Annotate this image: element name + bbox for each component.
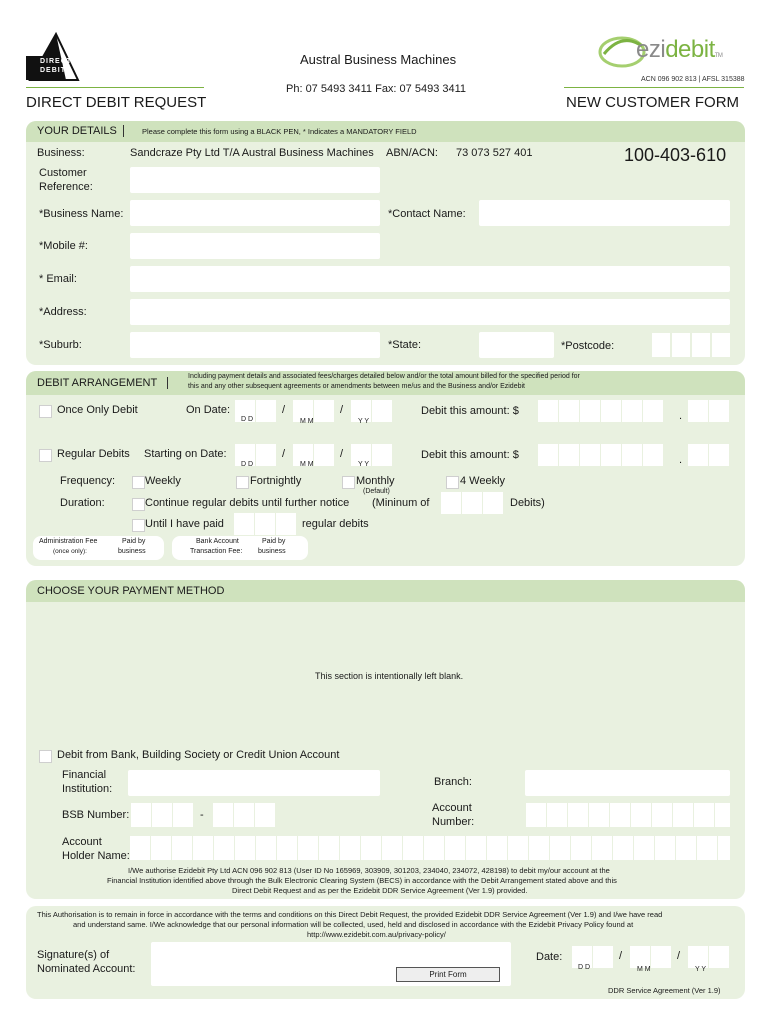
customer-reference-input[interactable]: [130, 167, 380, 193]
once-amount-digit-6[interactable]: [643, 400, 663, 422]
print-form-label: Print Form: [429, 970, 467, 979]
fortnightly-label: Fortnightly: [250, 475, 302, 487]
duration-label: Duration:: [60, 497, 105, 509]
instruction-text: Please complete this form using a BLACK PEN, * Indicates a MANDATORY FIELD: [142, 127, 417, 136]
signature-date-label: Date:: [536, 951, 563, 963]
start-date-dd-hint: D D: [241, 461, 254, 468]
until-paid-checkbox[interactable]: [132, 519, 145, 532]
account-digit-6[interactable]: [631, 803, 651, 827]
sign-date-d2[interactable]: [593, 946, 613, 968]
acn-afsl: ACN 096 902 813 | AFSL 315388: [641, 76, 745, 83]
reference-number: 100-403-610: [624, 145, 727, 165]
account-digit-10[interactable]: [715, 803, 730, 827]
once-date-mm-hint: M M: [300, 418, 314, 425]
regular-amount-label: Debit this amount: $: [421, 449, 519, 461]
sign-date-yy-hint: Y Y: [695, 966, 707, 973]
print-form-button[interactable]: [396, 967, 500, 982]
email-label: * Email:: [39, 273, 77, 285]
mobile-input[interactable]: [130, 233, 380, 259]
regular-amount-digit-4[interactable]: [601, 444, 621, 466]
authority-text-1: I/We authorise Ezidebit Pty Ltd ACN 096 902 813 (User ID No 165969, 303909, 301203, 234040, 234072, 428198) to debit my/our account at the: [128, 866, 610, 875]
once-amount-digit-2[interactable]: [559, 400, 579, 422]
form-title-right: NEW CUSTOMER FORM: [566, 94, 740, 111]
regular-amount-digit-1[interactable]: [538, 444, 558, 466]
account-holder-name-cells[interactable]: [130, 836, 730, 860]
minimum-digit-1[interactable]: [441, 492, 461, 514]
regular-debits-suffix: regular debits: [302, 518, 369, 530]
business-value: Sandcraze Pty Ltd T/A Austral Business Machines: [130, 147, 374, 159]
logo-text-line1: DIRECT: [40, 58, 73, 65]
bsb-digit-6[interactable]: [255, 803, 275, 827]
once-date-m2[interactable]: [314, 400, 334, 422]
business-name-label: *Business Name:: [39, 208, 124, 220]
postcode-digit-1[interactable]: [652, 333, 670, 357]
date-slash: /: [282, 448, 286, 460]
form-title-left: DIRECT DEBIT REQUEST: [26, 94, 207, 111]
admin-fee-label-2: (once only):: [53, 548, 87, 555]
sign-date-m1[interactable]: [630, 946, 650, 968]
customer-ref-label-1: Customer: [39, 167, 87, 179]
abn-label: ABN/ACN:: [386, 147, 438, 159]
regular-amount-digit-2[interactable]: [559, 444, 579, 466]
frequency-label: Frequency:: [60, 475, 116, 487]
fortnightly-checkbox[interactable]: [236, 476, 249, 489]
branch-label: Branch:: [434, 776, 472, 788]
date-slash: /: [677, 950, 681, 962]
regular-amount-digit-3[interactable]: [580, 444, 600, 466]
debits-label: Debits): [510, 497, 545, 509]
company-phone: Ph: 07 5493 3411 Fax: 07 5493 3411: [286, 83, 467, 95]
four-weekly-label: 4 Weekly: [460, 475, 506, 487]
date-slash: /: [340, 404, 344, 416]
authorisation-text-1: This Authorisation is to remain in force in accordance with the terms and conditions on this Direct Debit Request, the provided Ezidebit DDR Service Agreement (Ver 1.9) and I/we have read: [37, 910, 663, 919]
business-label: Business:: [37, 147, 85, 159]
sign-date-mm-hint: M M: [637, 966, 651, 973]
logo-text-line2: DEBIT: [40, 67, 66, 74]
authority-text-2: Financial Institution identified above through the Bulk Electronic Clearing System (BECS) in accordance with the Debit Arrangement stated above and this: [107, 876, 617, 885]
once-amount-digit-1[interactable]: [538, 400, 558, 422]
until-paid-amount-1[interactable]: [234, 513, 254, 535]
company-name: Austral Business Machines: [300, 52, 457, 67]
decimal-point: .: [679, 410, 683, 422]
minimum-digit-2[interactable]: [462, 492, 482, 514]
weekly-label: Weekly: [145, 475, 181, 487]
regular-amount-digit-6[interactable]: [643, 444, 663, 466]
bank-paid-by-2: business: [258, 548, 286, 555]
account-digit-2[interactable]: [547, 803, 567, 827]
suburb-input[interactable]: [130, 332, 380, 358]
until-paid-amount-3[interactable]: [276, 513, 296, 535]
once-date-y2[interactable]: [372, 400, 392, 422]
regular-amount-cents-1[interactable]: [688, 444, 708, 466]
arrangement-note-2: this and any other subsequent agreements or amendments between me/us and the Business and/or Ezidebit: [188, 383, 525, 390]
admin-fee-label-1: Administration Fee: [39, 538, 98, 545]
date-slash: /: [619, 950, 623, 962]
mobile-label: *Mobile #:: [39, 240, 88, 252]
bank-paid-by-1: Paid by: [262, 538, 286, 545]
decimal-point: .: [679, 454, 683, 466]
once-amount-digit-3[interactable]: [580, 400, 600, 422]
once-date-dd-hint: D D: [241, 416, 254, 423]
once-amount-digit-4[interactable]: [601, 400, 621, 422]
debit-arrangement-heading: DEBIT ARRANGEMENT: [37, 377, 158, 389]
sign-date-dd-hint: D D: [578, 964, 591, 971]
your-details-heading: YOUR DETAILS: [37, 125, 117, 137]
weekly-checkbox[interactable]: [132, 476, 145, 489]
authorisation-text-2: and understand same. I/We acknowledge that our personal information will be collected, used, held and disclosed in accordance with the Ezidebit Privacy Policy found at: [73, 920, 634, 929]
bsb-digit-5[interactable]: [234, 803, 254, 827]
ezidebit-logo: [598, 32, 748, 72]
postcode-digit-3[interactable]: [692, 333, 710, 357]
account-digit-4[interactable]: [589, 803, 609, 827]
account-digit-7[interactable]: [652, 803, 672, 827]
start-date-m2[interactable]: [314, 444, 334, 466]
state-input[interactable]: [479, 332, 554, 358]
until-paid-label: Until I have paid: [145, 518, 224, 530]
sign-date-m2[interactable]: [651, 946, 671, 968]
heading-divider: [123, 125, 124, 137]
sign-date-y1[interactable]: [688, 946, 708, 968]
account-digit-5[interactable]: [610, 803, 630, 827]
account-digit-8[interactable]: [673, 803, 693, 827]
holder-name-label-1: Account: [62, 836, 102, 848]
admin-paid-by-1: Paid by: [122, 538, 146, 545]
continue-label: Continue regular debits until further notice: [145, 497, 350, 509]
debit-amount-label: Debit this amount: $: [421, 405, 519, 417]
bsb-digit-3[interactable]: [173, 803, 193, 827]
customer-ref-label-2: Reference:: [39, 181, 93, 193]
bank-fee-label-1: Bank Account: [196, 538, 239, 545]
account-digit-9[interactable]: [694, 803, 714, 827]
payment-method-heading: CHOOSE YOUR PAYMENT METHOD: [37, 585, 225, 597]
account-number-label-2: Number:: [432, 816, 475, 828]
admin-paid-by-2: business: [118, 548, 146, 555]
account-number-label-1: Account: [432, 802, 472, 814]
start-date-yy-hint: Y Y: [358, 461, 370, 468]
bsb-dash: -: [200, 809, 204, 821]
financial-institution-label-2: Institution:: [62, 783, 113, 795]
minimum-digit-3[interactable]: [483, 492, 503, 514]
once-only-checkbox[interactable]: [39, 405, 52, 418]
starting-on-label: Starting on Date:: [144, 448, 227, 460]
account-digit-1[interactable]: [526, 803, 546, 827]
date-slash: /: [340, 448, 344, 460]
start-date-d2[interactable]: [256, 444, 276, 466]
ezidebit-tm: TM: [714, 53, 723, 59]
monthly-checkbox[interactable]: [342, 476, 355, 489]
authority-text-3: Direct Debit Request and as per the Ezidebit DDR Service Agreement (Ver 1.9) provided.: [232, 886, 528, 895]
start-date-mm-hint: M M: [300, 461, 314, 468]
once-date-d2[interactable]: [256, 400, 276, 422]
business-name-input[interactable]: [130, 200, 380, 226]
once-amount-cents-2[interactable]: [709, 400, 729, 422]
monthly-label: Monthly: [356, 475, 395, 487]
once-date-yy-hint: Y Y: [358, 418, 370, 425]
postcode-label: *Postcode:: [561, 340, 615, 352]
bank-account-option-label: Debit from Bank, Building Society or Credit Union Account: [57, 749, 340, 761]
direct-debit-logo: [26, 32, 80, 84]
branch-input[interactable]: [525, 770, 730, 796]
header-left-rule: [26, 87, 204, 88]
bank-account-checkbox[interactable]: [39, 750, 52, 763]
sign-date-y2[interactable]: [709, 946, 729, 968]
email-input[interactable]: [130, 266, 730, 292]
bsb-digit-1[interactable]: [131, 803, 151, 827]
account-digit-3[interactable]: [568, 803, 588, 827]
postcode-digit-4[interactable]: [712, 333, 730, 357]
once-amount-digit-5[interactable]: [622, 400, 642, 422]
address-input[interactable]: [130, 299, 730, 325]
continue-checkbox[interactable]: [132, 498, 145, 511]
bsb-digit-2[interactable]: [152, 803, 172, 827]
financial-institution-input[interactable]: [128, 770, 380, 796]
ezidebit-prefix: ezi: [636, 36, 666, 63]
regular-debits-label: Regular Debits: [57, 448, 130, 460]
address-label: *Address:: [39, 306, 87, 318]
contact-name-label: *Contact Name:: [388, 208, 466, 220]
once-amount-cents-1[interactable]: [688, 400, 708, 422]
until-paid-amount-2[interactable]: [255, 513, 275, 535]
signature-label-1: Signature(s) of: [37, 949, 110, 961]
arrangement-note-1: Including payment details and associated fees/charges detailed below and/or the total amount billed for the specified period for: [188, 373, 580, 380]
regular-amount-cents-2[interactable]: [709, 444, 729, 466]
regular-amount-digit-5[interactable]: [622, 444, 642, 466]
blank-section-note: This section is intentionally left blank.: [315, 671, 464, 681]
bank-fee-label-2: Transaction Fee:: [190, 548, 243, 555]
header-right-rule: [564, 87, 744, 88]
monthly-default-note: (Default): [363, 488, 390, 495]
on-date-label: On Date:: [186, 404, 231, 416]
contact-name-input[interactable]: [479, 200, 730, 226]
footer-version: DDR Service Agreement (Ver 1.9): [608, 986, 721, 995]
date-slash: /: [282, 404, 286, 416]
bsb-label: BSB Number:: [62, 809, 130, 821]
regular-debits-checkbox[interactable]: [39, 449, 52, 462]
suburb-label: *Suburb:: [39, 339, 82, 351]
holder-name-label-2: Holder Name:: [62, 850, 130, 862]
four-weekly-checkbox[interactable]: [446, 476, 459, 489]
privacy-policy-link[interactable]: http://www.ezidebit.com.au/privacy-policy/: [307, 930, 446, 939]
bsb-digit-4[interactable]: [213, 803, 233, 827]
postcode-digit-2[interactable]: [672, 333, 690, 357]
state-label: *State:: [388, 339, 422, 351]
heading-divider: [167, 377, 168, 389]
once-only-label: Once Only Debit: [57, 404, 138, 416]
ezidebit-suffix: debit: [665, 36, 715, 63]
financial-institution-label-1: Financial: [62, 769, 107, 781]
abn-value: 73 073 527 401: [456, 147, 533, 159]
minimum-label: (Mininum of: [372, 497, 430, 509]
start-date-y2[interactable]: [372, 444, 392, 466]
signature-label-2: Nominated Account:: [37, 963, 136, 975]
